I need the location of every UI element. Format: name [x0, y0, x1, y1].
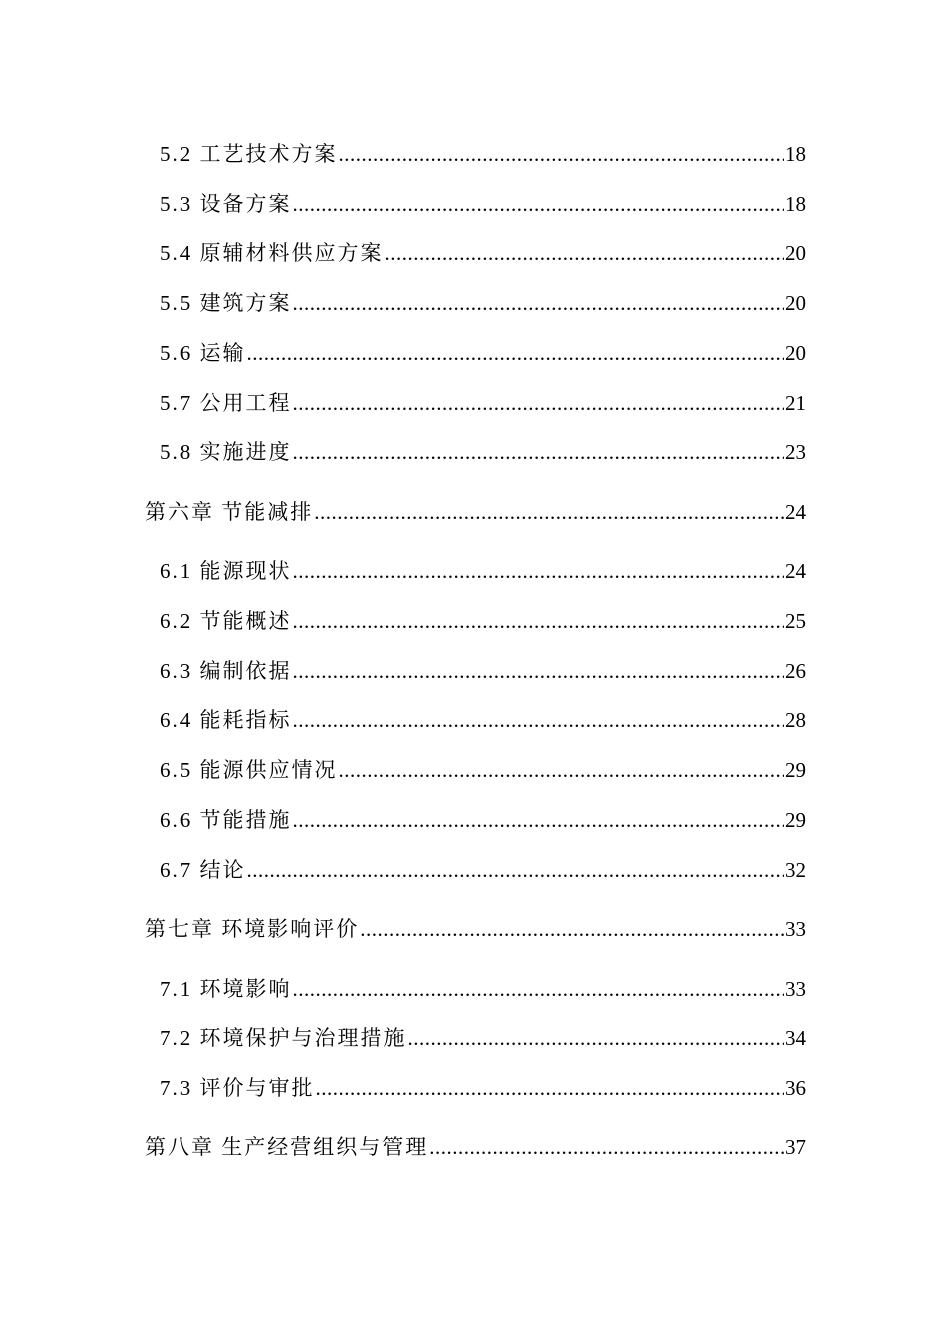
toc-dot-leader: [293, 659, 785, 683]
toc-dot-leader: [293, 808, 785, 832]
toc-entry-5-2[interactable]: [160, 136, 806, 166]
toc-entry-6-6[interactable]: [160, 802, 806, 832]
toc-page-number: 33: [785, 977, 806, 1001]
toc-dot-leader: [247, 341, 785, 365]
toc-entry-title: 6.3 编制依据: [160, 659, 292, 683]
toc-page-number: 24: [785, 559, 806, 583]
toc-dot-leader: [316, 1076, 785, 1100]
toc-dot-leader: [360, 917, 784, 941]
toc-dot-leader: [293, 708, 785, 732]
toc-entry-5-4[interactable]: [160, 235, 806, 265]
toc-dot-leader: [385, 241, 785, 265]
toc-dot-leader: [247, 858, 785, 882]
toc-entry-6-1[interactable]: [160, 553, 806, 583]
toc-page-number: 28: [785, 708, 806, 732]
toc-page-number: 20: [785, 241, 806, 265]
toc-page-number: 25: [785, 609, 806, 633]
toc-entry-chapter-6[interactable]: [145, 494, 806, 524]
toc-page-number: 32: [785, 858, 806, 882]
toc-entry-title: 6.6 节能措施: [160, 808, 292, 832]
toc-entry-7-3[interactable]: [160, 1070, 806, 1100]
toc-page-number: 24: [785, 500, 806, 524]
toc-entry-6-2[interactable]: [160, 603, 806, 633]
toc-entry-title: 5.6 运输: [160, 341, 246, 365]
toc-entry-title: 6.7 结论: [160, 858, 246, 882]
toc-page-number: 29: [785, 758, 806, 782]
toc-page-number: 18: [785, 142, 806, 166]
toc-page-number: 37: [785, 1135, 806, 1159]
toc-entry-5-8[interactable]: [160, 434, 806, 464]
toc-entry-title: 6.5 能源供应情况: [160, 758, 338, 782]
toc-entry-title: 第六章 节能减排: [145, 500, 314, 524]
toc-entry-5-6[interactable]: [160, 335, 806, 365]
toc-page-number: 23: [785, 440, 806, 464]
toc-entry-title: 5.2 工艺技术方案: [160, 142, 338, 166]
toc-entry-title: 5.3 设备方案: [160, 192, 292, 216]
toc-dot-leader: [339, 758, 785, 782]
toc-dot-leader: [339, 142, 785, 166]
toc-entry-5-7[interactable]: [160, 385, 806, 415]
toc-entry-6-4[interactable]: [160, 702, 806, 732]
toc-entry-6-7[interactable]: [160, 852, 806, 882]
toc-page-number: 20: [785, 291, 806, 315]
toc-entry-title: 第七章 环境影响评价: [145, 917, 360, 941]
toc-dot-leader: [293, 977, 785, 1001]
toc-page-number: 18: [785, 192, 806, 216]
toc-entry-title: 7.2 环境保护与治理措施: [160, 1026, 407, 1050]
toc-entry-7-2[interactable]: [160, 1020, 806, 1050]
toc-entry-5-5[interactable]: [160, 285, 806, 315]
toc-entry-5-3[interactable]: [160, 186, 806, 216]
toc-dot-leader: [314, 500, 784, 524]
toc-dot-leader: [293, 391, 785, 415]
toc-dot-leader: [293, 559, 785, 583]
toc-entry-title: 6.2 节能概述: [160, 609, 292, 633]
toc-entry-title: 5.4 原辅材料供应方案: [160, 241, 384, 265]
toc-dot-leader: [293, 192, 785, 216]
toc-entry-title: 6.1 能源现状: [160, 559, 292, 583]
toc-entry-title: 7.1 环境影响: [160, 977, 292, 1001]
toc-entry-chapter-7[interactable]: [145, 911, 806, 941]
toc-page-number: 36: [785, 1076, 806, 1100]
toc-dot-leader: [293, 609, 785, 633]
toc-dot-leader: [293, 440, 785, 464]
toc-entry-title: 7.3 评价与审批: [160, 1076, 315, 1100]
toc-entry-title: 6.4 能耗指标: [160, 708, 292, 732]
toc-entry-title: 5.7 公用工程: [160, 391, 292, 415]
toc-page-number: 21: [785, 391, 806, 415]
toc-entry-title: 第八章 生产经营组织与管理: [145, 1135, 429, 1159]
toc-entry-title: 5.8 实施进度: [160, 440, 292, 464]
toc-dot-leader: [293, 291, 785, 315]
toc-page-number: 20: [785, 341, 806, 365]
toc-entry-chapter-8[interactable]: [145, 1129, 806, 1159]
toc-dot-leader: [408, 1026, 785, 1050]
toc-page-number: 34: [785, 1026, 806, 1050]
toc-dot-leader: [429, 1135, 784, 1159]
toc-entry-6-3[interactable]: [160, 653, 806, 683]
toc-page-number: 33: [785, 917, 806, 941]
toc-entry-7-1[interactable]: [160, 971, 806, 1001]
toc-entry-title: 5.5 建筑方案: [160, 291, 292, 315]
toc-page-number: 29: [785, 808, 806, 832]
toc-page-number: 26: [785, 659, 806, 683]
toc-entry-6-5[interactable]: [160, 752, 806, 782]
